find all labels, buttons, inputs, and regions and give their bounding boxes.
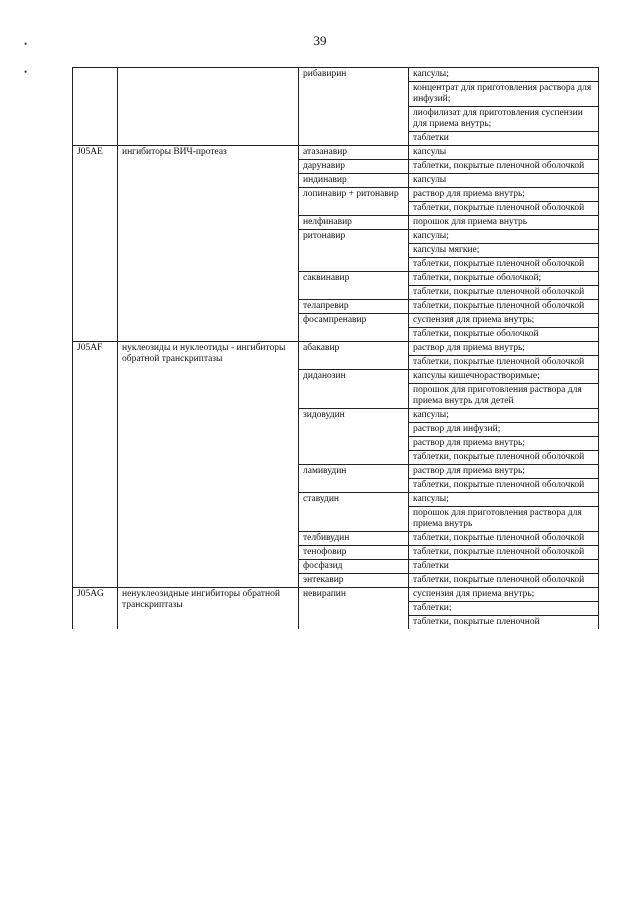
dosage-form-cell: капсулы; bbox=[409, 68, 599, 82]
dosage-form-cell: капсулы мягкие; bbox=[409, 244, 599, 258]
drug-name-cell: ритонавир bbox=[299, 230, 409, 272]
dosage-form-cell: таблетки, покрытые пленочной оболочкой bbox=[409, 356, 599, 370]
drug-name-cell: рибавирин bbox=[299, 68, 409, 146]
drug-name-cell: зидовудин bbox=[299, 409, 409, 465]
drug-name-cell: фосампренавир bbox=[299, 314, 409, 342]
dosage-form-cell: таблетки, покрытые пленочной оболочкой bbox=[409, 451, 599, 465]
dosage-form-cell: таблетки, покрытые пленочной оболочкой bbox=[409, 546, 599, 560]
margin-mark: • bbox=[24, 67, 28, 77]
drug-name-cell: ставудин bbox=[299, 493, 409, 532]
dosage-form-cell: порошок для приема внутрь bbox=[409, 216, 599, 230]
drug-name-cell: телапревир bbox=[299, 300, 409, 314]
drug-name-cell: саквинавир bbox=[299, 272, 409, 300]
group-name-cell: нуклеозиды и нуклеотиды - ингибиторы обратной транскриптазы bbox=[118, 342, 299, 588]
drug-name-cell: диданозин bbox=[299, 370, 409, 409]
table-row bbox=[73, 588, 599, 602]
dosage-form-cell: таблетки, покрытые пленочной оболочкой bbox=[409, 160, 599, 174]
atc-code-cell: J05AG bbox=[73, 588, 118, 630]
drug-name-cell: индинавир bbox=[299, 174, 409, 188]
margin-mark: • bbox=[24, 39, 28, 49]
dosage-form-cell: таблетки, покрытые пленочной оболочкой bbox=[409, 202, 599, 216]
dosage-form-cell: порошок для приготовления раствора для приема внутрь bbox=[409, 507, 599, 532]
dosage-form-cell: раствор для инфузий; bbox=[409, 423, 599, 437]
dosage-form-cell: суспензия для приема внутрь; bbox=[409, 314, 599, 328]
dosage-form-cell: таблетки, покрытые пленочной оболочкой bbox=[409, 479, 599, 493]
drug-name-cell: фосфазид bbox=[299, 560, 409, 574]
dosage-form-cell: раствор для приема внутрь; bbox=[409, 342, 599, 356]
dosage-form-cell: суспензия для приема внутрь; bbox=[409, 588, 599, 602]
dosage-form-cell: таблетки, покрытые пленочной оболочкой bbox=[409, 300, 599, 314]
drug-name-cell: лопинавир + ритонавир bbox=[299, 188, 409, 216]
drug-name-cell: дарунавир bbox=[299, 160, 409, 174]
dosage-form-cell: таблетки bbox=[409, 560, 599, 574]
atc-code-cell: J05AF bbox=[73, 342, 118, 588]
dosage-form-cell: таблетки, покрытые оболочкой; bbox=[409, 272, 599, 286]
table-row bbox=[73, 68, 599, 82]
dosage-form-cell: таблетки bbox=[409, 132, 599, 146]
dosage-form-cell: таблетки, покрытые пленочной оболочкой bbox=[409, 258, 599, 272]
dosage-form-cell: капсулы; bbox=[409, 493, 599, 507]
dosage-form-cell: капсулы bbox=[409, 174, 599, 188]
table-row bbox=[73, 146, 599, 160]
drug-name-cell: абакавир bbox=[299, 342, 409, 370]
dosage-form-cell: капсулы; bbox=[409, 230, 599, 244]
dosage-form-cell: лиофилизат для приготовления суспензии для приема внутрь; bbox=[409, 107, 599, 132]
dosage-form-cell: капсулы; bbox=[409, 409, 599, 423]
group-name-cell bbox=[118, 68, 299, 146]
dosage-form-cell: таблетки, покрытые пленочной bbox=[409, 616, 599, 630]
dosage-form-cell: капсулы кишечнорастворимые; bbox=[409, 370, 599, 384]
drug-name-cell: ламивудин bbox=[299, 465, 409, 493]
group-name-cell: ненуклеозидные ингибиторы обратной транскриптазы bbox=[118, 588, 299, 630]
page-number: 39 bbox=[313, 33, 327, 48]
dosage-form-cell: таблетки, покрытые пленочной оболочкой bbox=[409, 532, 599, 546]
dosage-form-cell: таблетки, покрытые оболочкой bbox=[409, 328, 599, 342]
table-row bbox=[73, 342, 599, 356]
drug-name-cell: нелфинавир bbox=[299, 216, 409, 230]
group-name-cell: ингибиторы ВИЧ-протеаз bbox=[118, 146, 299, 342]
drug-name-cell: телбивудин bbox=[299, 532, 409, 546]
dosage-form-cell: раствор для приема внутрь; bbox=[409, 437, 599, 451]
dosage-form-cell: таблетки, покрытые пленочной оболочкой bbox=[409, 286, 599, 300]
drug-name-cell: тенофовир bbox=[299, 546, 409, 560]
atc-code-cell: J05AE bbox=[73, 146, 118, 342]
dosage-form-cell: раствор для приема внутрь; bbox=[409, 188, 599, 202]
dosage-form-cell: концентрат для приготовления раствора для инфузий; bbox=[409, 82, 599, 107]
dosage-form-cell: раствор для приема внутрь; bbox=[409, 465, 599, 479]
dosage-form-cell: порошок для приготовления раствора для приема внутрь для детей bbox=[409, 384, 599, 409]
dosage-form-cell: таблетки, покрытые пленочной оболочкой bbox=[409, 574, 599, 588]
drug-name-cell: невирапин bbox=[299, 588, 409, 630]
dosage-form-cell: таблетки; bbox=[409, 602, 599, 616]
drug-name-cell: энтекавир bbox=[299, 574, 409, 588]
dosage-form-cell: капсулы bbox=[409, 146, 599, 160]
atc-code-cell bbox=[73, 68, 118, 146]
drug-table bbox=[72, 67, 599, 629]
drug-name-cell: атазанавир bbox=[299, 146, 409, 160]
